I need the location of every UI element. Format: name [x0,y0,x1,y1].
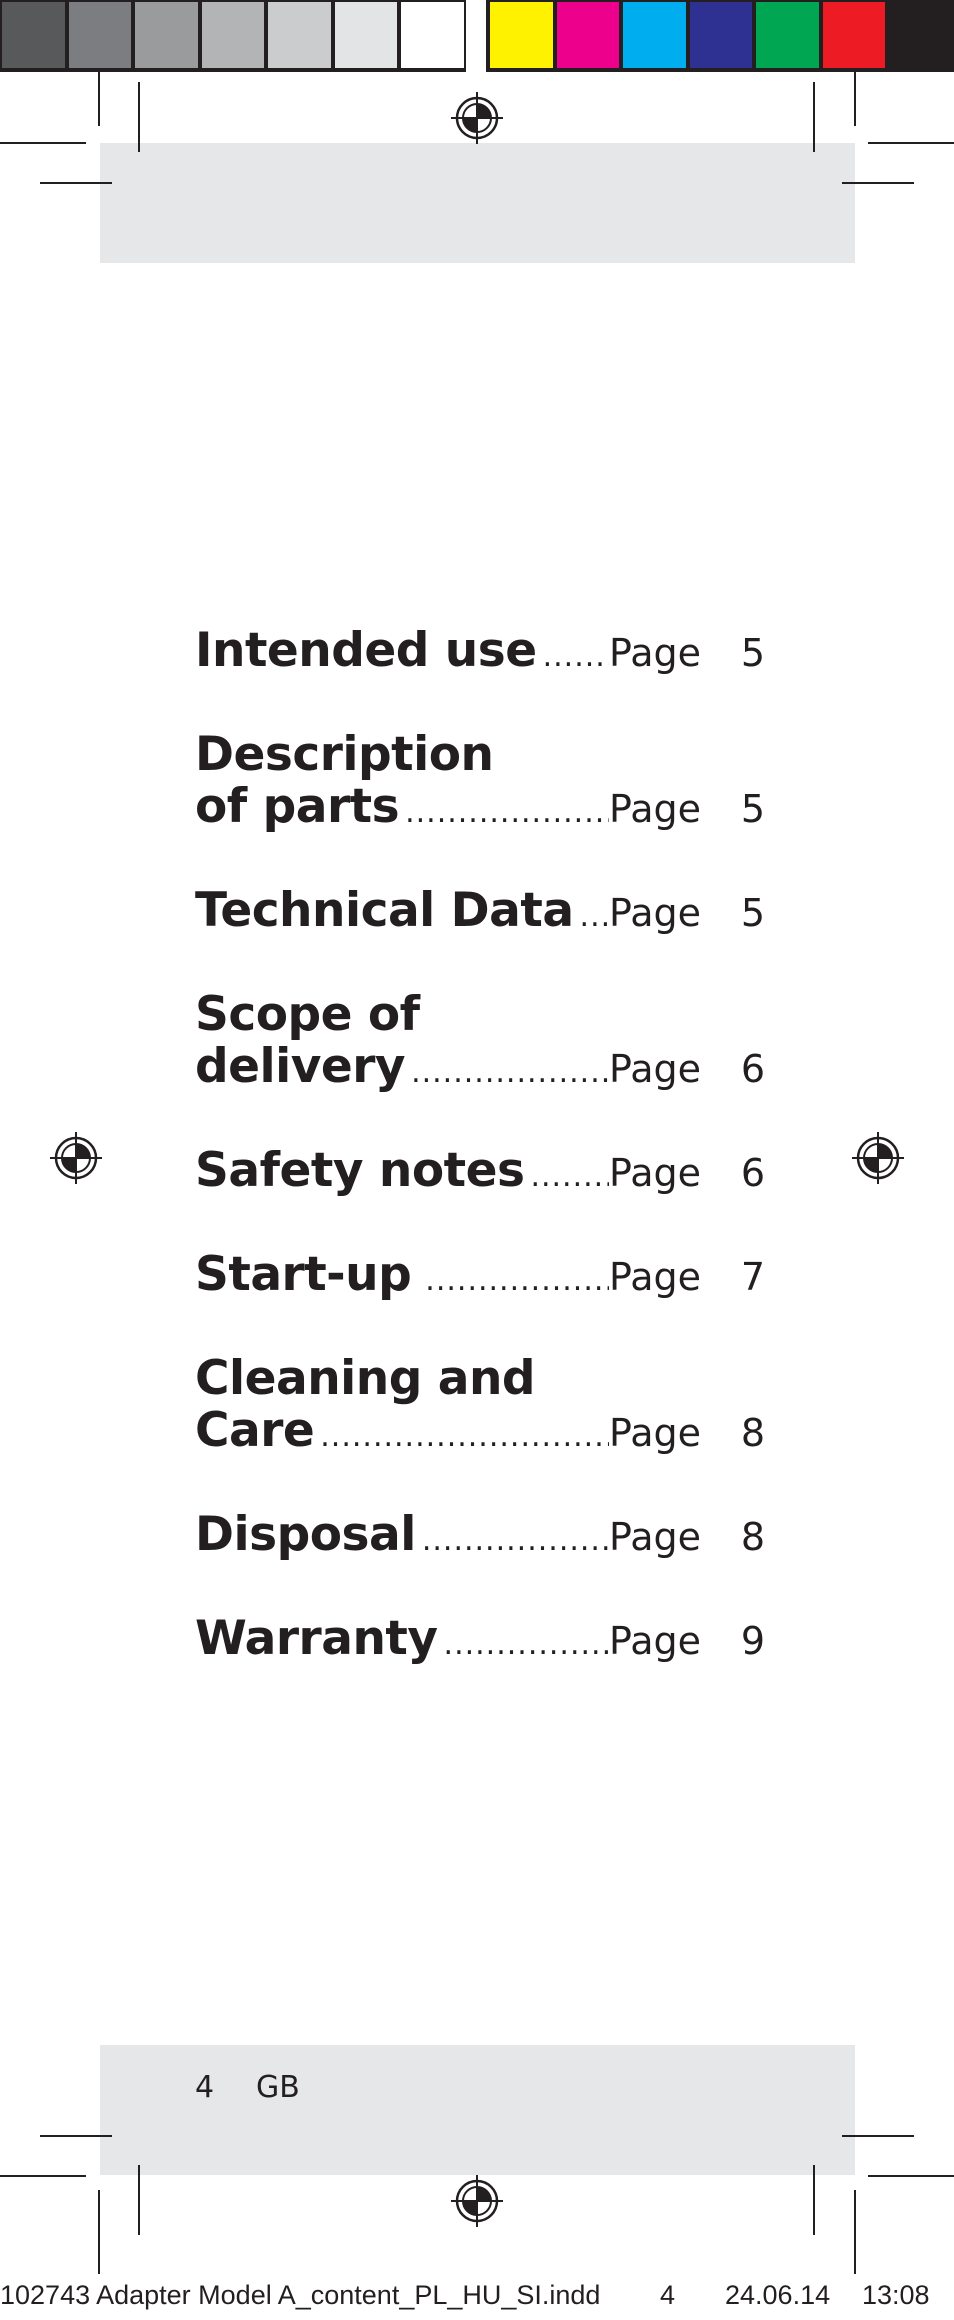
toc-leader-dots [444,1627,609,1662]
gray-swatch [0,0,67,70]
process-color-swatch [887,0,954,70]
process-color-swatch [555,0,622,70]
gray-swatch [133,0,200,70]
slug-filename: 102743 Adapter Model A_content_PL_HU_SI.indd [0,2280,601,2310]
toc-leader-dots [543,639,609,674]
toc-entry-technical-data[interactable] [195,885,765,937]
table-of-contents [195,625,765,1665]
toc-entry-title-line1: Cleaning and [195,1351,536,1406]
crop-mark [854,70,856,126]
toc-leader-dots [411,1055,609,1090]
registration-mark-icon [449,2173,505,2229]
crop-mark [0,142,86,144]
process-color-swatch [754,0,821,70]
toc-entry-title: Start-up [195,1247,412,1302]
toc-entry-title: Technical Data [195,883,574,938]
footer-language-code: GB [256,2070,300,2105]
toc-entry-title: Intended use [195,623,537,678]
slug-date: 24.06.14 [725,2280,831,2310]
toc-entry-title: Disposal [195,1507,416,1562]
gray-swatch [399,0,466,70]
toc-leader-dots [320,1419,609,1454]
registration-mark-icon [449,90,505,146]
crop-mark [813,2165,815,2235]
crop-mark [138,2165,140,2235]
crop-mark [842,182,914,184]
header-band [100,143,855,263]
registration-mark-icon [850,1130,906,1186]
crop-mark [868,142,954,144]
toc-page-number: 7 [740,1255,765,1299]
gray-swatch [200,0,267,70]
toc-entry-start-up[interactable] [195,1249,765,1301]
color-calibration-bar [0,0,954,72]
toc-entry-description-of-parts[interactable] [195,729,765,833]
process-color-swatch [821,0,888,70]
toc-leader-dots [422,1523,609,1558]
gray-swatch [266,0,333,70]
toc-entry-title: Care [195,1403,315,1458]
crop-mark [98,70,100,126]
toc-page-label: Page [609,1151,701,1195]
crop-mark [813,82,815,152]
toc-page-label: Page [609,787,701,831]
process-color-swatch [488,0,555,70]
toc-page-label: Page [609,891,701,935]
toc-page-number: 5 [740,787,765,831]
gray-swatch [67,0,134,70]
toc-page-label: Page [609,1515,701,1559]
toc-entry-title: Warranty [195,1611,438,1666]
toc-entry-intended-use[interactable] [195,625,765,677]
toc-page-number: 5 [740,631,765,675]
toc-leader-dots [580,899,609,934]
crop-mark [854,2190,856,2274]
crop-mark [40,182,112,184]
toc-entry-title-line1: Scope of [195,987,420,1042]
toc-page-number: 8 [740,1411,765,1455]
crop-mark [842,2135,914,2137]
toc-page-number: 8 [740,1515,765,1559]
toc-entry-title-line1: Description [195,727,494,782]
print-slug [0,2280,954,2314]
toc-entry-warranty[interactable] [195,1613,765,1665]
toc-entry-scope-of-delivery[interactable] [195,989,765,1093]
toc-entry-title: delivery [195,1039,406,1094]
slug-page: 4 [660,2280,676,2310]
registration-mark-icon [48,1130,104,1186]
toc-entry-title: of parts [195,779,400,834]
toc-leader-dots [425,1263,609,1298]
crop-mark [40,2135,112,2137]
toc-page-label: Page [609,631,701,675]
toc-entry-safety-notes[interactable] [195,1145,765,1197]
toc-page-number: 6 [740,1151,765,1195]
process-color-swatch [621,0,688,70]
crop-mark [868,2175,954,2177]
toc-leader-dots [405,795,609,830]
footer-page-number: 4 [195,2070,215,2105]
slug-time: 13:08 [862,2280,930,2310]
toc-leader-dots [530,1159,609,1194]
toc-entry-cleaning-and-care[interactable] [195,1353,765,1457]
toc-page-number: 6 [740,1047,765,1091]
crop-mark [98,2190,100,2274]
crop-mark [138,82,140,152]
crop-mark [0,2175,86,2177]
gray-swatch [333,0,400,70]
toc-page-label: Page [609,1411,701,1455]
toc-page-label: Page [609,1047,701,1091]
footer-band [100,2045,855,2175]
toc-page-label: Page [609,1619,701,1663]
toc-entry-disposal[interactable] [195,1509,765,1561]
toc-page-label: Page [609,1255,701,1299]
process-color-swatch [688,0,755,70]
toc-page-number: 5 [740,891,765,935]
toc-entry-title: Safety notes [195,1143,525,1198]
toc-page-number: 9 [740,1619,765,1663]
